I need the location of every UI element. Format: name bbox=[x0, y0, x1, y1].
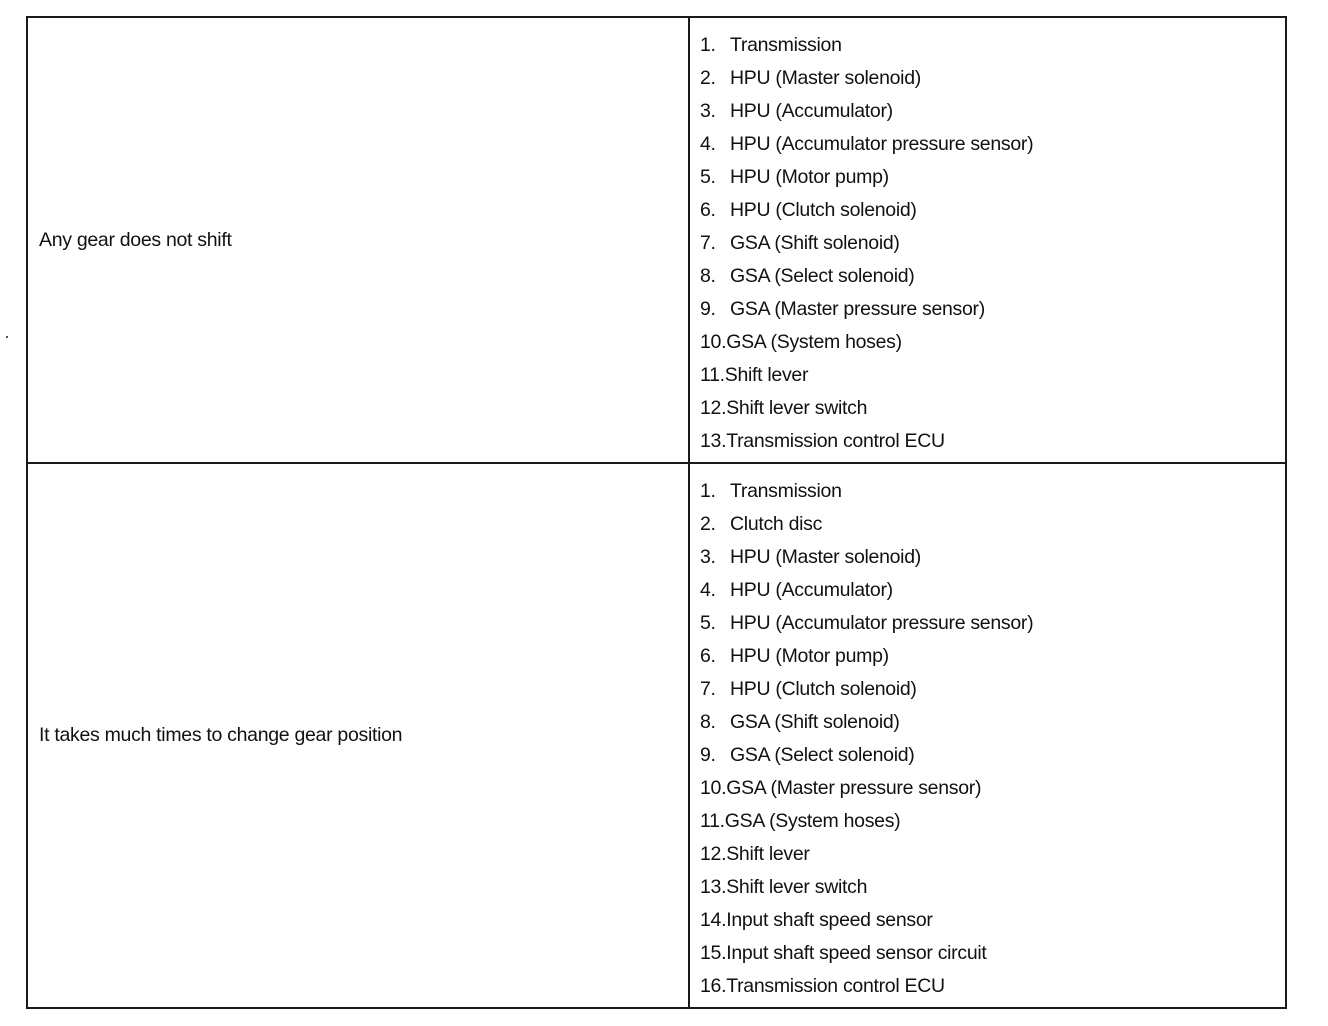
item-number: 5. bbox=[700, 166, 716, 188]
symptom-cell bbox=[27, 17, 689, 463]
scan-speck bbox=[6, 336, 8, 338]
item-number: 13. bbox=[700, 876, 727, 898]
item-text: HPU (Accumulator) bbox=[730, 579, 893, 601]
item-number: 3. bbox=[700, 546, 716, 568]
item-text: GSA (Shift solenoid) bbox=[730, 711, 900, 733]
list-item bbox=[700, 128, 1285, 161]
item-text: HPU (Clutch solenoid) bbox=[730, 199, 917, 221]
symptom-text: Any gear does not shift bbox=[39, 228, 232, 251]
item-text: Transmission control ECU bbox=[726, 975, 945, 997]
list-item bbox=[700, 970, 1285, 1003]
list-item bbox=[700, 640, 1285, 673]
list-item bbox=[700, 673, 1285, 706]
item-text: Shift lever bbox=[724, 364, 809, 386]
list-item bbox=[700, 871, 1285, 904]
list-item bbox=[700, 227, 1285, 260]
list-item bbox=[700, 62, 1285, 95]
item-number: 12. bbox=[700, 843, 727, 865]
suspect-parts-list bbox=[690, 18, 1285, 462]
item-number: 10. bbox=[700, 777, 727, 799]
item-text: Shift lever switch bbox=[726, 397, 868, 419]
item-text: Transmission control ECU bbox=[726, 430, 945, 452]
item-number: 8. bbox=[700, 711, 716, 733]
item-number: 16. bbox=[700, 975, 727, 997]
list-item bbox=[700, 293, 1285, 326]
item-text: Shift lever switch bbox=[726, 876, 868, 898]
troubleshooting-table bbox=[26, 16, 1287, 1009]
item-number: 6. bbox=[700, 199, 716, 221]
item-number: 15. bbox=[700, 942, 727, 964]
item-number: 11. bbox=[700, 810, 725, 832]
item-number: 3. bbox=[700, 100, 716, 122]
item-text: GSA (Select solenoid) bbox=[730, 265, 915, 287]
item-text: HPU (Master solenoid) bbox=[730, 546, 921, 568]
list-item bbox=[700, 475, 1285, 508]
item-text: Transmission bbox=[730, 480, 842, 502]
item-number: 5. bbox=[700, 612, 716, 634]
suspect-parts-cell bbox=[689, 463, 1286, 1008]
item-text: GSA (Master pressure sensor) bbox=[726, 777, 982, 799]
item-text: HPU (Accumulator pressure sensor) bbox=[730, 612, 1034, 634]
item-number: 7. bbox=[700, 678, 716, 700]
list-item bbox=[700, 326, 1285, 359]
item-text: Input shaft speed sensor bbox=[726, 909, 933, 931]
item-text: GSA (Master pressure sensor) bbox=[730, 298, 985, 320]
item-text: Clutch disc bbox=[730, 513, 823, 535]
item-text: GSA (System hoses) bbox=[726, 331, 902, 353]
item-number: 9. bbox=[700, 744, 716, 766]
item-number: 14. bbox=[700, 909, 727, 931]
item-text: HPU (Accumulator) bbox=[730, 100, 893, 122]
item-text: HPU (Motor pump) bbox=[730, 645, 889, 667]
item-text: Shift lever bbox=[726, 843, 810, 865]
list-item bbox=[700, 359, 1285, 392]
list-item bbox=[700, 541, 1285, 574]
suspect-parts-cell bbox=[689, 17, 1286, 463]
list-item bbox=[700, 574, 1285, 607]
list-item bbox=[700, 706, 1285, 739]
list-item bbox=[700, 607, 1285, 640]
item-number: 9. bbox=[700, 298, 716, 320]
item-number: 8. bbox=[700, 265, 716, 287]
list-item bbox=[700, 937, 1285, 970]
list-item bbox=[700, 739, 1285, 772]
list-item bbox=[700, 772, 1285, 805]
item-text: Input shaft speed sensor circuit bbox=[726, 942, 987, 964]
list-item bbox=[700, 508, 1285, 541]
item-text: GSA (Shift solenoid) bbox=[730, 232, 900, 254]
item-number: 6. bbox=[700, 645, 716, 667]
list-item bbox=[700, 805, 1285, 838]
suspect-parts-list bbox=[690, 464, 1285, 1007]
symptom-text: It takes much times to change gear position bbox=[39, 724, 403, 746]
table-row bbox=[27, 17, 1286, 463]
list-item bbox=[700, 838, 1285, 871]
list-item bbox=[700, 260, 1285, 293]
list-item bbox=[700, 392, 1285, 425]
item-text: HPU (Accumulator pressure sensor) bbox=[730, 133, 1034, 155]
item-text: HPU (Clutch solenoid) bbox=[730, 678, 917, 700]
item-text: HPU (Motor pump) bbox=[730, 166, 889, 188]
item-number: 4. bbox=[700, 133, 716, 155]
list-item bbox=[700, 29, 1285, 62]
item-number: 11. bbox=[700, 364, 725, 386]
item-number: 2. bbox=[700, 67, 716, 89]
item-number: 4. bbox=[700, 579, 716, 601]
list-item bbox=[700, 95, 1285, 128]
table-row bbox=[27, 463, 1286, 1008]
item-number: 1. bbox=[700, 480, 716, 502]
item-text: GSA (System hoses) bbox=[724, 810, 901, 832]
item-number: 13. bbox=[700, 430, 727, 452]
item-text: Transmission bbox=[730, 34, 842, 56]
item-number: 2. bbox=[700, 513, 716, 535]
item-text: HPU (Master solenoid) bbox=[730, 67, 921, 89]
item-number: 1. bbox=[700, 34, 716, 56]
list-item bbox=[700, 161, 1285, 194]
list-item bbox=[700, 194, 1285, 227]
item-number: 12. bbox=[700, 397, 727, 419]
item-number: 10. bbox=[700, 331, 727, 353]
item-number: 7. bbox=[700, 232, 716, 254]
symptom-cell bbox=[27, 463, 689, 1008]
list-item bbox=[700, 425, 1285, 458]
item-text: GSA (Select solenoid) bbox=[730, 744, 915, 766]
list-item bbox=[700, 904, 1285, 937]
